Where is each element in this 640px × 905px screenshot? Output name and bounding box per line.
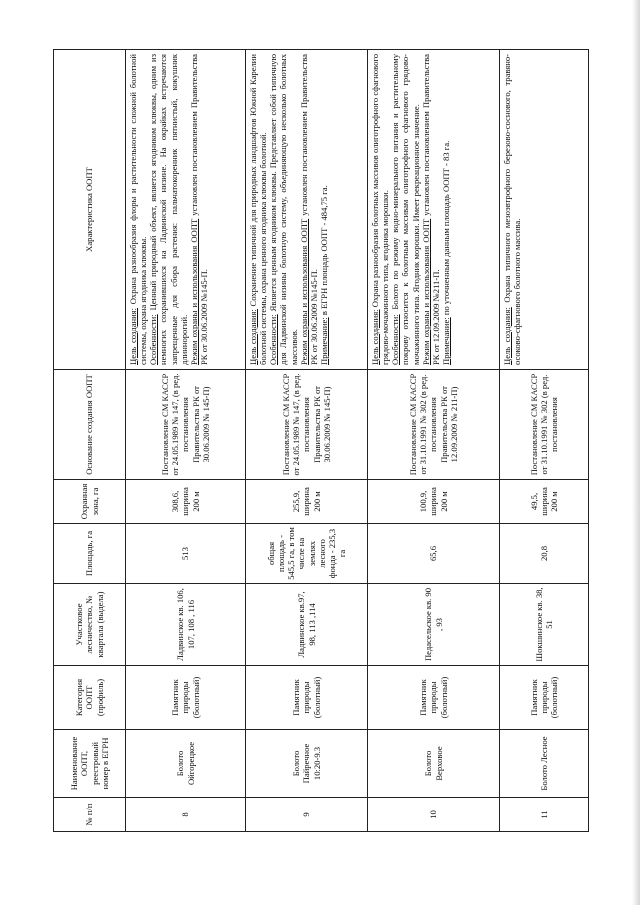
note-label: Примечание: [318, 317, 329, 365]
regime-text: установлен постановлением Правительства РК от 30.06.2009 №145-П. [188, 54, 209, 365]
protected-areas-table [53, 49, 589, 832]
row-num: 10 [368, 798, 500, 832]
row-buffer: 308,6, ширина 200 м [126, 480, 246, 524]
features-text: Болото по режиму водно-минерального питания и растительному покрову относится к болотным массивам олиготрофного сфагнового грядово-мочажинного типа. Ягодник морошки. Имеет рекреационное значение. [390, 54, 421, 365]
row-category: Памятник природы (болотный) [246, 666, 368, 730]
goal-text: Охрана типичного мезоэвтрофного березово-соснового, травяно-осоково-сфагнового болотного массива. [502, 54, 523, 365]
row-name: Болото Ойгорецкое [126, 730, 246, 798]
row-area: общая площадь - 545,5 га, в том числе на землях лесного фонда - 235,3 га [246, 524, 368, 584]
rotated-table-sheet [53, 50, 588, 832]
row-character [246, 50, 368, 370]
row-character [126, 50, 246, 370]
features-text: Ценный природный объект, является ягодником клюквы, одним из немногих сохранившихся на Ладвинской низине. На окрайках встречаются запрещенные для сбора растения: пальчатокоренник пятнистый, кокушник длиннорогий. [148, 54, 189, 365]
goal-text: Сохранение типичной для природных ландшафтов Южной Карелии болотной системы, охрана ценного ягодника клюквы болотной. [248, 53, 269, 365]
header-name: Наименование ООПТ, реестровый номер в ЕГРН [54, 730, 126, 798]
row-area: 20,8 [500, 524, 589, 584]
features-text: Является ценным ягодником клюквы. Представляет собой типичную для Ладвинской низины болотную систему, объединяющую несколько болотных массивов. [268, 54, 299, 365]
goal-label: Цель создания: [370, 309, 380, 365]
header-forestry: Участковое лесничество, № квартала (выдела) [54, 584, 126, 666]
row-character [500, 50, 589, 370]
row-basis: Постановление СМ КАССР от 31.10.1991 № 302 (в ред. постановления Правительства РК от 12.09.2009 № 211-П) [368, 370, 500, 480]
regime-label: Режим охраны и использования ООПТ [188, 218, 199, 365]
regime-label: Режим охраны и использования ООПТ [420, 218, 431, 365]
header-basis: Основание создания ООПТ [54, 370, 126, 480]
row-area: 65,6 [368, 524, 500, 584]
row-num: 8 [126, 798, 246, 832]
goal-text: Охрана разнообразия болотных массивов олиготрофного сфагнового грядово-мочажинного типа, ягодника морошки. [370, 54, 391, 365]
table-row [126, 50, 246, 832]
table-row [368, 50, 500, 832]
table-row [246, 50, 368, 832]
table-row [500, 50, 589, 832]
row-area: 513 [126, 524, 246, 584]
goal-text: Охрана разнообразия флоры и растительности сложной болотной системы, охрана ягодника клюквы. [128, 54, 149, 365]
note-text: в ЕГРН площадь ООПТ - 484,75 га. [318, 185, 329, 318]
row-forestry: Ладвинское кв.97, 98, 113 ,114 [246, 584, 368, 666]
row-forestry: Ладвинское кв. 106, 107, 108 , 116 [126, 584, 246, 666]
regime-text: установлен постановлением Правительства РК от 30.06.2009 №145-П. [298, 54, 319, 365]
row-basis: Постановление СМ КАССР от 24.05.1989 № 147, (в ред. постановления Правительства РК от 30.06.2009 № 145-П) [126, 370, 246, 480]
goal-label: Цель создания: [128, 307, 138, 365]
scan-edge-shadow [632, 0, 640, 905]
header-buffer: Охранная зона, га [54, 480, 126, 524]
note-text: по уточненным данным площадь ООПТ - 83 га. [440, 140, 451, 318]
row-basis: Постановление СМ КАССР от 24.05.1989 № 147, (в ред. постановления Правительства РК от 30.06.2009 № 145-П) [246, 370, 368, 480]
row-num: 9 [246, 798, 368, 832]
row-character [368, 50, 500, 370]
row-basis: Постановление СМ КАССР от 31.10.1991 № 302 (в ред. постановления [500, 370, 589, 480]
features-label: Особенности: [148, 314, 159, 365]
goal-label: Цель создания: [502, 307, 512, 365]
regime-label: Режим охраны и использования ООПТ [298, 218, 309, 365]
row-buffer: 49,5, ширина 200 м [500, 480, 589, 524]
header-character: Характеристика ООПТ [54, 50, 126, 370]
row-category: Памятник природы (болотный) [368, 666, 500, 730]
row-name: Болото Пайречное 10:20-9.3 [246, 730, 368, 798]
row-num: 11 [500, 798, 589, 832]
regime-text: установлен постановлением Правительства РК от 12.09.2009 №211-П. [420, 54, 441, 365]
row-buffer: 255,9, ширина 200 м [246, 480, 368, 524]
header-area: Площадь, га [54, 524, 126, 584]
row-forestry: Шокшинское кв. 38, 51 [500, 584, 589, 666]
features-label: Особенности: [268, 314, 279, 365]
note-label: Примечание: [440, 317, 451, 365]
header-num: № п/п [54, 798, 126, 832]
features-label: Особенности: [390, 314, 401, 365]
row-buffer: 100,9, ширина 200 м [368, 480, 500, 524]
header-category: Категория ООПТ (профиль) [54, 666, 126, 730]
row-name: Болото Верховое [368, 730, 500, 798]
row-category: Памятник природы (болотный) [500, 666, 589, 730]
goal-label: Цель создания: [248, 309, 258, 365]
row-category: Памятник природы (болотный) [126, 666, 246, 730]
row-forestry: Педасельское кв. 90 , 93 [368, 584, 500, 666]
table-header-row [54, 50, 126, 832]
row-name: Болото Лесное [500, 730, 589, 798]
